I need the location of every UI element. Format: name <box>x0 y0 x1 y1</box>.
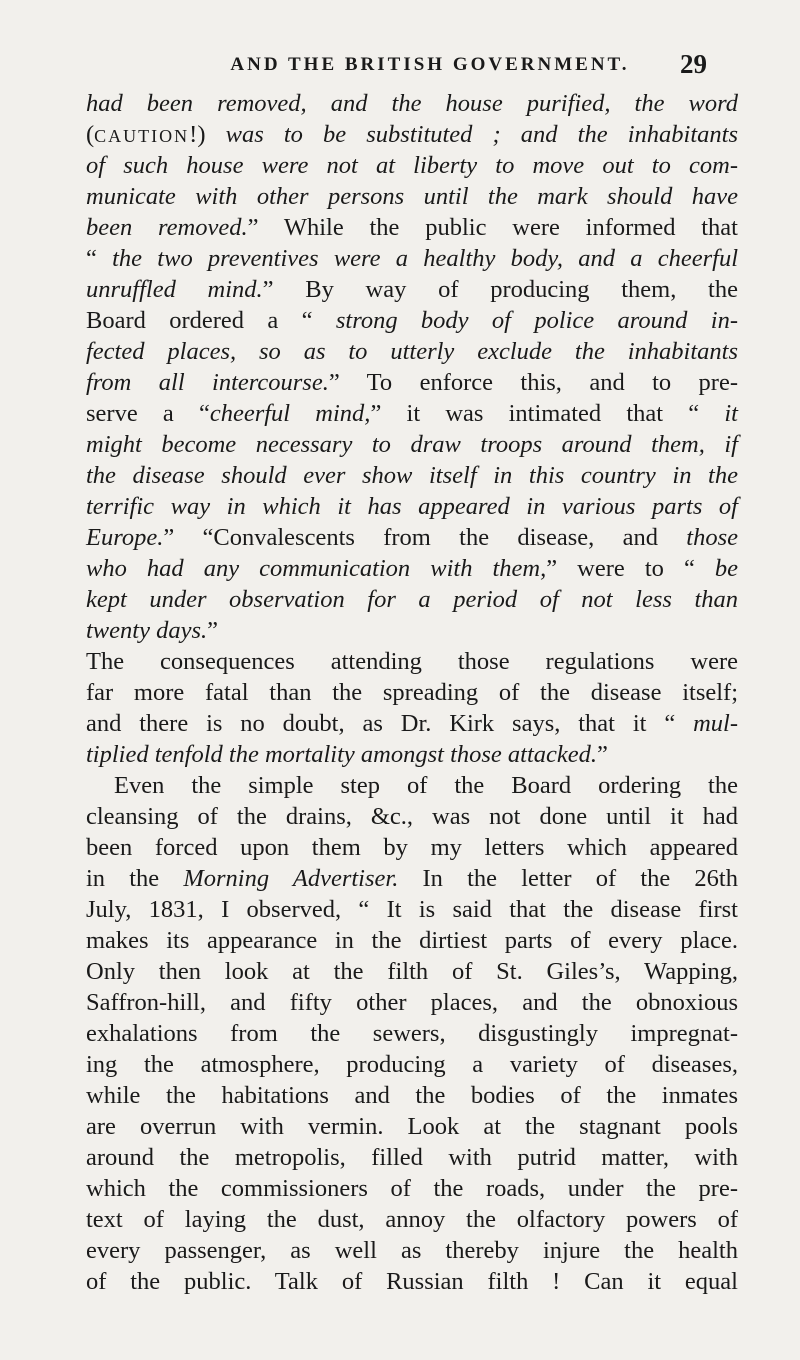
text-segment: “ <box>86 245 113 272</box>
running-header: AND THE BRITISH GOVERNMENT. <box>230 54 630 75</box>
text-segment: fected places, so as to utterly exclude the inhabitants <box>86 338 738 365</box>
text-line <box>86 88 738 119</box>
text-line <box>86 1018 738 1049</box>
text-line <box>86 925 738 956</box>
text-line <box>86 708 738 739</box>
text-segment: ” While the public were informed that <box>247 214 738 241</box>
text-line <box>86 1049 738 1080</box>
text-segment: tiplied tenfold the mortality amongst those attacked. <box>86 741 598 768</box>
page-number: 29 <box>680 49 707 79</box>
text-segment: cheerful mind, <box>209 400 371 427</box>
text-segment: the two preventives were a healthy body, and a cheerful <box>112 245 738 272</box>
text-segment: of the public. Talk of Russian filth ! Can it equal <box>86 1268 738 1295</box>
text-line <box>86 429 738 460</box>
text-line <box>86 212 738 243</box>
text-segment: serve a “ <box>86 400 210 427</box>
text-segment: from all intercourse. <box>86 369 329 396</box>
text-segment: and there is no doubt, as Dr. Kirk says, that it “ <box>86 710 694 737</box>
text-segment: CAUTION <box>94 126 190 146</box>
text-line <box>86 1142 738 1173</box>
text-line <box>86 739 738 770</box>
text-segment: The consequences attending those regulations were <box>86 648 738 675</box>
text-line <box>86 832 738 863</box>
text-segment: while the habitations and the bodies of the inmates <box>86 1082 738 1109</box>
text-segment: the disease should ever show itself in this country in the <box>86 462 738 489</box>
text-segment: municate with other persons until the mark should have <box>86 183 738 210</box>
text-segment: ” it was intimated that “ <box>370 400 725 427</box>
text-segment: In the letter of the 26th <box>398 865 738 892</box>
text-segment: Saffron-hill, and fifty other places, and the obnoxious <box>86 989 738 1016</box>
text-line <box>86 1204 738 1235</box>
text-line <box>86 1111 738 1142</box>
text-segment: ” <box>597 741 608 768</box>
text-line <box>86 398 738 429</box>
text-segment: Even the simple step of the Board ordering the <box>114 772 738 799</box>
text-segment: who had any communication with them, <box>86 555 547 582</box>
text-line <box>86 770 738 801</box>
text-line <box>86 336 738 367</box>
text-segment: had been removed, and the house purified, the word <box>86 90 738 117</box>
text-segment: far more fatal than the spreading of the disease itself; <box>86 679 738 706</box>
text-line <box>86 894 738 925</box>
text-segment: around the metropolis, filled with putrid matter, with <box>86 1144 738 1171</box>
text-segment: unruffled mind. <box>86 276 263 303</box>
text-segment: was to be substituted ; and the inhabitants <box>225 121 738 148</box>
text-segment: been removed. <box>86 214 248 241</box>
text-line <box>86 150 738 181</box>
text-line <box>86 553 738 584</box>
text-segment: !) <box>189 121 226 148</box>
text-segment: July, 1831, I observed, “ It is said that the disease first <box>86 896 738 923</box>
text-line <box>86 1235 738 1266</box>
text-segment: mul- <box>693 710 738 737</box>
text-segment: ” “Convalescents from the disease, and <box>163 524 687 551</box>
text-line <box>86 119 738 150</box>
text-line <box>86 677 738 708</box>
text-segment: text of laying the dust, annoy the olfactory powers of <box>86 1206 738 1233</box>
text-segment: of such house were not at liberty to move out to com- <box>86 152 738 179</box>
text-line <box>86 584 738 615</box>
text-segment: ” By way of producing them, the <box>262 276 738 303</box>
text-line <box>86 460 738 491</box>
text-segment: exhalations from the sewers, disgustingly impregnat- <box>86 1020 738 1047</box>
text-line <box>86 181 738 212</box>
text-segment: every passenger, as well as thereby injure the health <box>86 1237 738 1264</box>
text-segment: Europe. <box>86 524 164 551</box>
body-text <box>86 88 738 1297</box>
text-segment: kept under observation for a period of not less than <box>86 586 738 613</box>
text-segment: it <box>724 400 738 427</box>
text-line <box>86 987 738 1018</box>
text-segment: strong body of police around in- <box>335 307 738 334</box>
text-segment: ” <box>207 617 218 644</box>
text-segment: might become necessary to draw troops around them, if <box>86 431 738 458</box>
text-segment: makes its appearance in the dirtiest parts of every place. <box>86 927 738 954</box>
text-line <box>86 956 738 987</box>
text-line <box>86 1080 738 1111</box>
text-line <box>86 274 738 305</box>
text-line <box>86 491 738 522</box>
text-segment: twenty days. <box>86 617 208 644</box>
text-segment: are overrun with vermin. Look at the stagnant pools <box>86 1113 738 1140</box>
text-line <box>86 1266 738 1297</box>
text-segment: ( <box>86 121 95 148</box>
text-line <box>86 615 738 646</box>
text-segment: Board ordered a “ <box>86 307 336 334</box>
text-segment: ” were to “ <box>546 555 715 582</box>
text-line <box>86 863 738 894</box>
text-segment: cleansing of the drains, &c., was not done until it had <box>86 803 738 830</box>
text-segment: in the <box>86 865 184 892</box>
text-segment: Morning Advertiser. <box>183 865 399 892</box>
text-line <box>86 305 738 336</box>
text-segment: ” To enforce this, and to pre- <box>328 369 738 396</box>
text-segment: terrific way in which it has appeared in various parts of <box>86 493 738 520</box>
text-line <box>86 801 738 832</box>
text-line <box>86 522 738 553</box>
text-line <box>86 1173 738 1204</box>
text-line <box>86 646 738 677</box>
text-segment: be <box>714 555 738 582</box>
text-segment: those <box>686 524 738 551</box>
text-segment: which the commissioners of the roads, under the pre- <box>86 1175 738 1202</box>
text-line <box>86 243 738 274</box>
text-line <box>86 367 738 398</box>
text-segment: been forced upon them by my letters which appeared <box>86 834 738 861</box>
text-segment: ing the atmosphere, producing a variety of diseases, <box>86 1051 738 1078</box>
text-segment: Only then look at the filth of St. Giles’s, Wapping, <box>86 958 738 985</box>
